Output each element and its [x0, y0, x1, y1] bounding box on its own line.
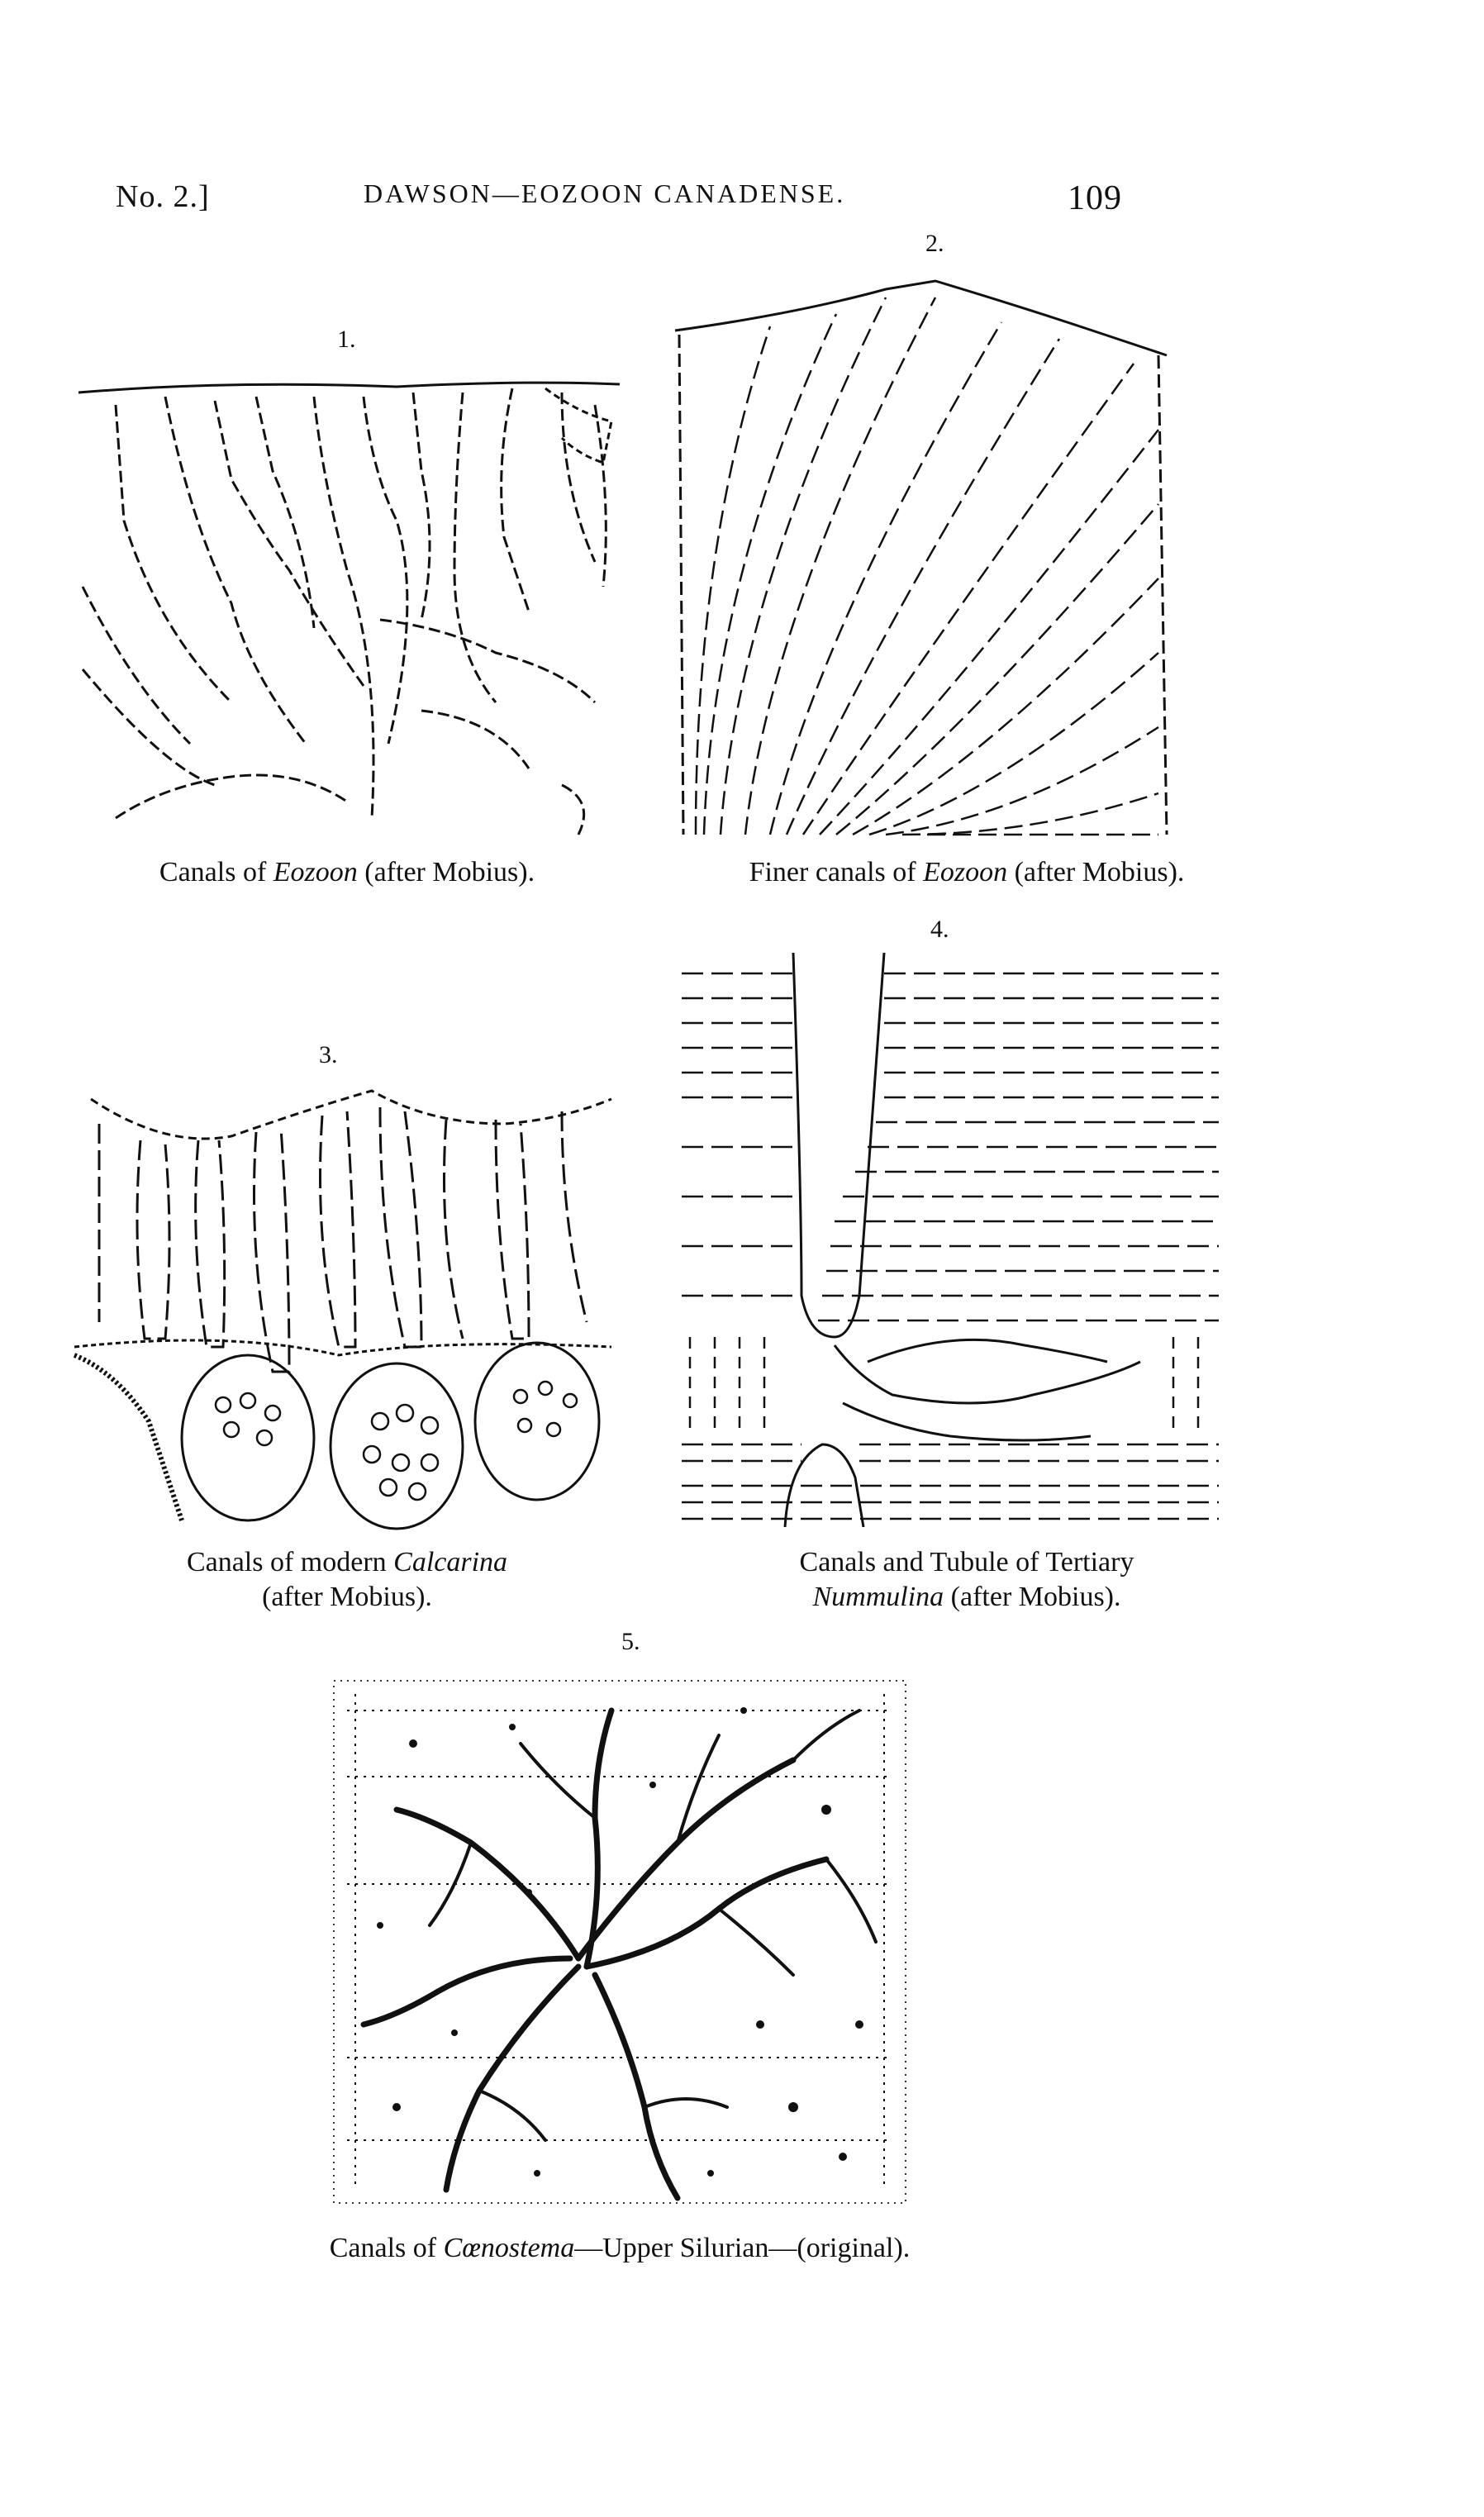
figure-3-caption-line1 [66, 1545, 628, 1580]
figure-5-caption-source: —Upper Silurian—(original). [574, 2233, 911, 2263]
figure-2-illustration [671, 264, 1249, 843]
figure-4-caption-genus: Nummulina [812, 1582, 944, 1612]
figure-1-number: 1. [337, 326, 356, 353]
figure-4-number: 4. [930, 916, 949, 943]
figure-3-caption-line2: (after Mobius). [262, 1582, 432, 1612]
figure-2-caption-text: Finer canals of [749, 857, 924, 887]
figure-2-caption [628, 855, 1306, 890]
figure-2-caption-source: (after Mobius). [1007, 857, 1185, 887]
figure-3-caption-text: Canals of modern [186, 1547, 394, 1577]
figure-4-caption-line1: Canals and Tubule of Tertiary [799, 1547, 1134, 1577]
figure-3-caption-genus: Calcarina [393, 1547, 508, 1577]
figure-5-caption-text: Canals of [329, 2233, 444, 2263]
figure-1-caption [58, 855, 636, 890]
figure-5-number: 5. [621, 1628, 640, 1655]
figure-5-caption [165, 2231, 1074, 2266]
figure-3-illustration [66, 1074, 628, 1537]
figure-1-caption-source: (after Mobius). [357, 857, 535, 887]
figure-1-illustration [66, 355, 628, 851]
figure-4-caption-line2 [678, 1580, 1256, 1615]
figure-4-caption-source: (after Mobius). [944, 1582, 1121, 1612]
figure-1-caption-genus: Eozoon [273, 857, 358, 887]
header-number: No. 2.] [116, 179, 210, 214]
figure-5-illustration [331, 1677, 909, 2206]
figure-5-caption-genus: Cœnostema [443, 2233, 575, 2263]
page-number: 109 [1068, 179, 1122, 217]
figure-4-illustration [678, 949, 1223, 1527]
figure-1-caption-text: Canals of [159, 857, 273, 887]
header-title: DAWSON—EOZOON CANADENSE. [364, 178, 846, 208]
figure-2-number: 2. [925, 230, 944, 257]
figure-4-caption [678, 1545, 1256, 1615]
figure-3-caption [66, 1545, 628, 1615]
figure-3-number: 3. [319, 1041, 338, 1068]
figure-2-caption-genus: Eozoon [923, 857, 1008, 887]
